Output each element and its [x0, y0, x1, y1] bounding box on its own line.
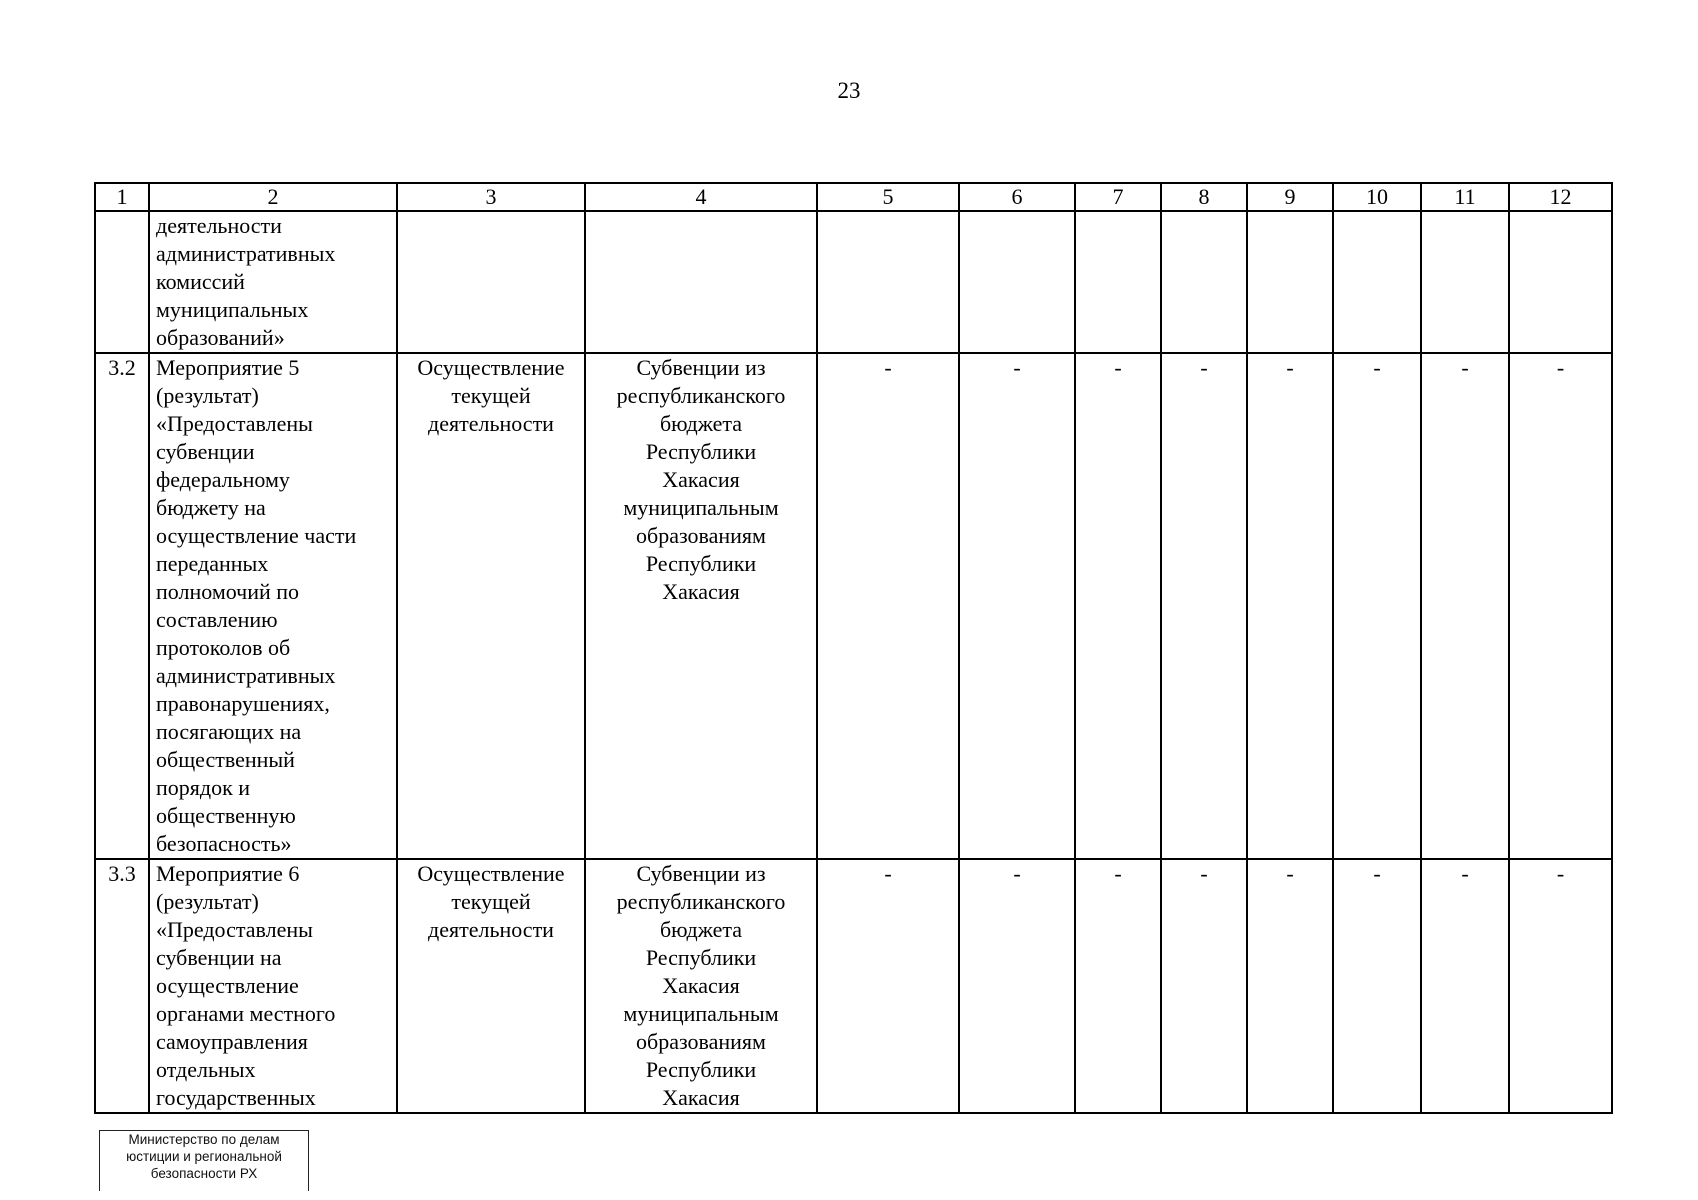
- measure-name: деятельности административных комиссий муниципальных образований»: [149, 211, 397, 353]
- stamp-line: Министерство по делам: [128, 1132, 280, 1147]
- stamp-line: юстиции и региональной: [126, 1149, 282, 1164]
- value-cell: -: [817, 353, 959, 859]
- value-cell: [1247, 211, 1333, 353]
- value-cell: [1421, 211, 1509, 353]
- column-header: 6: [959, 183, 1075, 211]
- measures-table: [94, 182, 1613, 1114]
- value-cell: [1333, 211, 1421, 353]
- value-cell: -: [1333, 353, 1421, 859]
- column-header: 8: [1161, 183, 1247, 211]
- measure-name: Мероприятие 6 (результат) «Предоставлены субвенции на осуществление органами местного самоуправления отдельных государственных: [149, 859, 397, 1113]
- measure-type: Осуществление текущей деятельности: [397, 859, 585, 1113]
- value-cell: -: [1247, 353, 1333, 859]
- column-header: 1: [95, 183, 149, 211]
- value-cell: -: [1075, 859, 1161, 1113]
- funding-source: [585, 211, 817, 353]
- ministry-stamp: [99, 1130, 309, 1191]
- table-row: [95, 859, 1612, 1113]
- column-header: 4: [585, 183, 817, 211]
- stamp-line: безопасности РХ: [150, 1166, 258, 1181]
- measure-name: Мероприятие 5 (результат) «Предоставлены субвенции федеральному бюджету на осуществление части переданных полномочий по составлению протоколов об административных правонарушениях, посягающих на общественный порядок и общественную безопасность»: [149, 353, 397, 859]
- table-row: [95, 353, 1612, 859]
- value-cell: [1509, 211, 1612, 353]
- value-cell: [817, 211, 959, 353]
- row-number: [95, 211, 149, 353]
- value-cell: [1161, 211, 1247, 353]
- value-cell: -: [1421, 353, 1509, 859]
- value-cell: -: [1509, 353, 1612, 859]
- column-header: 2: [149, 183, 397, 211]
- value-cell: -: [1161, 859, 1247, 1113]
- row-number: 3.2: [95, 353, 149, 859]
- value-cell: [959, 211, 1075, 353]
- column-header: 7: [1075, 183, 1161, 211]
- value-cell: -: [1161, 353, 1247, 859]
- measure-type: Осуществление текущей деятельности: [397, 353, 585, 859]
- column-header: 11: [1421, 183, 1509, 211]
- table-header-row: [95, 183, 1612, 211]
- value-cell: -: [1247, 859, 1333, 1113]
- column-header: 9: [1247, 183, 1333, 211]
- measure-type: [397, 211, 585, 353]
- column-header: 12: [1509, 183, 1612, 211]
- value-cell: -: [1421, 859, 1509, 1113]
- value-cell: -: [959, 353, 1075, 859]
- value-cell: -: [1075, 353, 1161, 859]
- value-cell: -: [817, 859, 959, 1113]
- row-number: 3.3: [95, 859, 149, 1113]
- page-number: 23: [837, 78, 861, 103]
- funding-source: Субвенции из республиканского бюджета Республики Хакасия муниципальным образованиям Республики Хакасия: [585, 353, 817, 859]
- value-cell: -: [1333, 859, 1421, 1113]
- column-header: 5: [817, 183, 959, 211]
- column-header: 10: [1333, 183, 1421, 211]
- funding-source: Субвенции из республиканского бюджета Республики Хакасия муниципальным образованиям Республики Хакасия: [585, 859, 817, 1113]
- column-header: 3: [397, 183, 585, 211]
- value-cell: [1075, 211, 1161, 353]
- value-cell: -: [959, 859, 1075, 1113]
- table-row: [95, 211, 1612, 353]
- value-cell: -: [1509, 859, 1612, 1113]
